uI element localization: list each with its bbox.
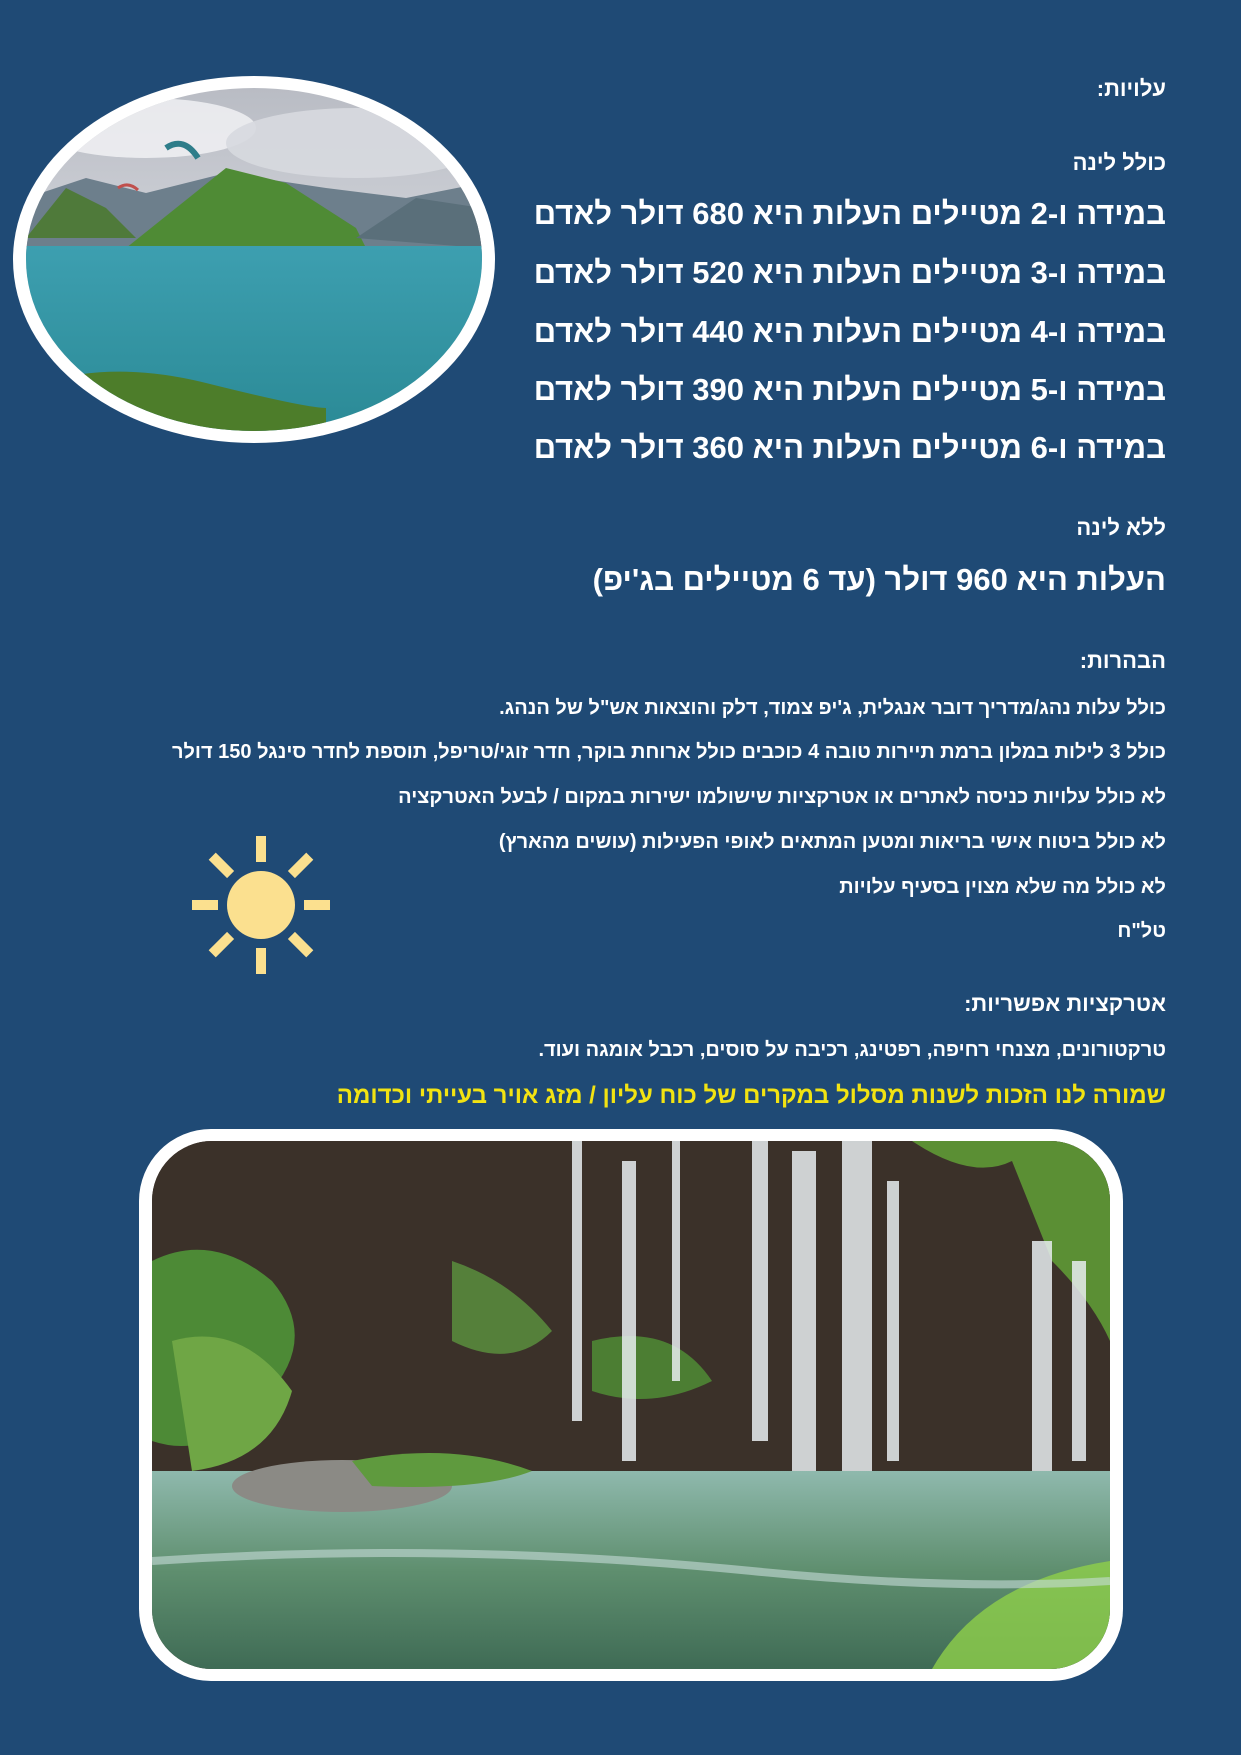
clarification-item: טל"ח [1117,920,1166,942]
route-change-notice: שמורה לנו הזכות לשנות מסלול במקרים של כוח עליון / מזג אויר בעייתי וכדומה [336,1082,1166,1109]
waterfall-image-frame [139,1129,1123,1681]
attractions-heading: אטרקציות אפשריות: [964,991,1166,1016]
lake-photo [26,88,482,431]
clarification-item: לא כולל מה שלא מצוין בסעיף עלויות [839,876,1166,898]
with-lodging-heading: כולל לינה [1072,150,1166,175]
lake-image-frame [13,76,495,443]
sun-icon [192,836,330,974]
waterfall-photo [152,1141,1110,1669]
clarification-item: כולל עלות נהג/מדריך דובר אנגלית, ג'יפ צמוד, דלק והוצאות אש"ל של הנהג. [499,697,1166,719]
without-lodging-heading: ללא לינה [1076,515,1166,540]
costs-heading: עלויות: [1096,76,1166,101]
price-line-5: במידה ו-5 מטיילים העלות היא 390 דולר לאדם [533,372,1166,407]
clarification-item: כולל 3 לילות במלון ברמת תיירות טובה 4 כוכבים כולל ארוחת בוקר, חדר זוגי/טריפל, תוספת לחדר סינגל 150 דולר [171,741,1166,763]
clarifications-heading: הבהרות: [1079,648,1166,673]
price-line-3: במידה ו-3 מטיילים העלות היא 520 דולר לאדם [533,255,1166,290]
price-line-2: במידה ו-2 מטיילים העלות היא 680 דולר לאדם [533,196,1166,231]
clarification-item: לא כולל עלויות כניסה לאתרים או אטרקציות שישולמו ישירות במקום / לבעל האטרקציה [398,786,1166,808]
attractions-list: טרקטורונים, מצנחי רחיפה, רפטינג, רכיבה על סוסים, רכבל אומגה ועוד. [538,1039,1166,1061]
price-line-4: במידה ו-4 מטיילים העלות היא 440 דולר לאדם [533,314,1166,349]
without-lodging-price: העלות היא 960 דולר (עד 6 מטיילים בג'יפ) [592,562,1166,597]
price-line-6: במידה ו-6 מטיילים העלות היא 360 דולר לאדם [533,430,1166,465]
clarification-item: לא כולל ביטוח אישי בריאות ומטען המתאים לאופי הפעילות (עושים מהארץ) [498,831,1166,853]
